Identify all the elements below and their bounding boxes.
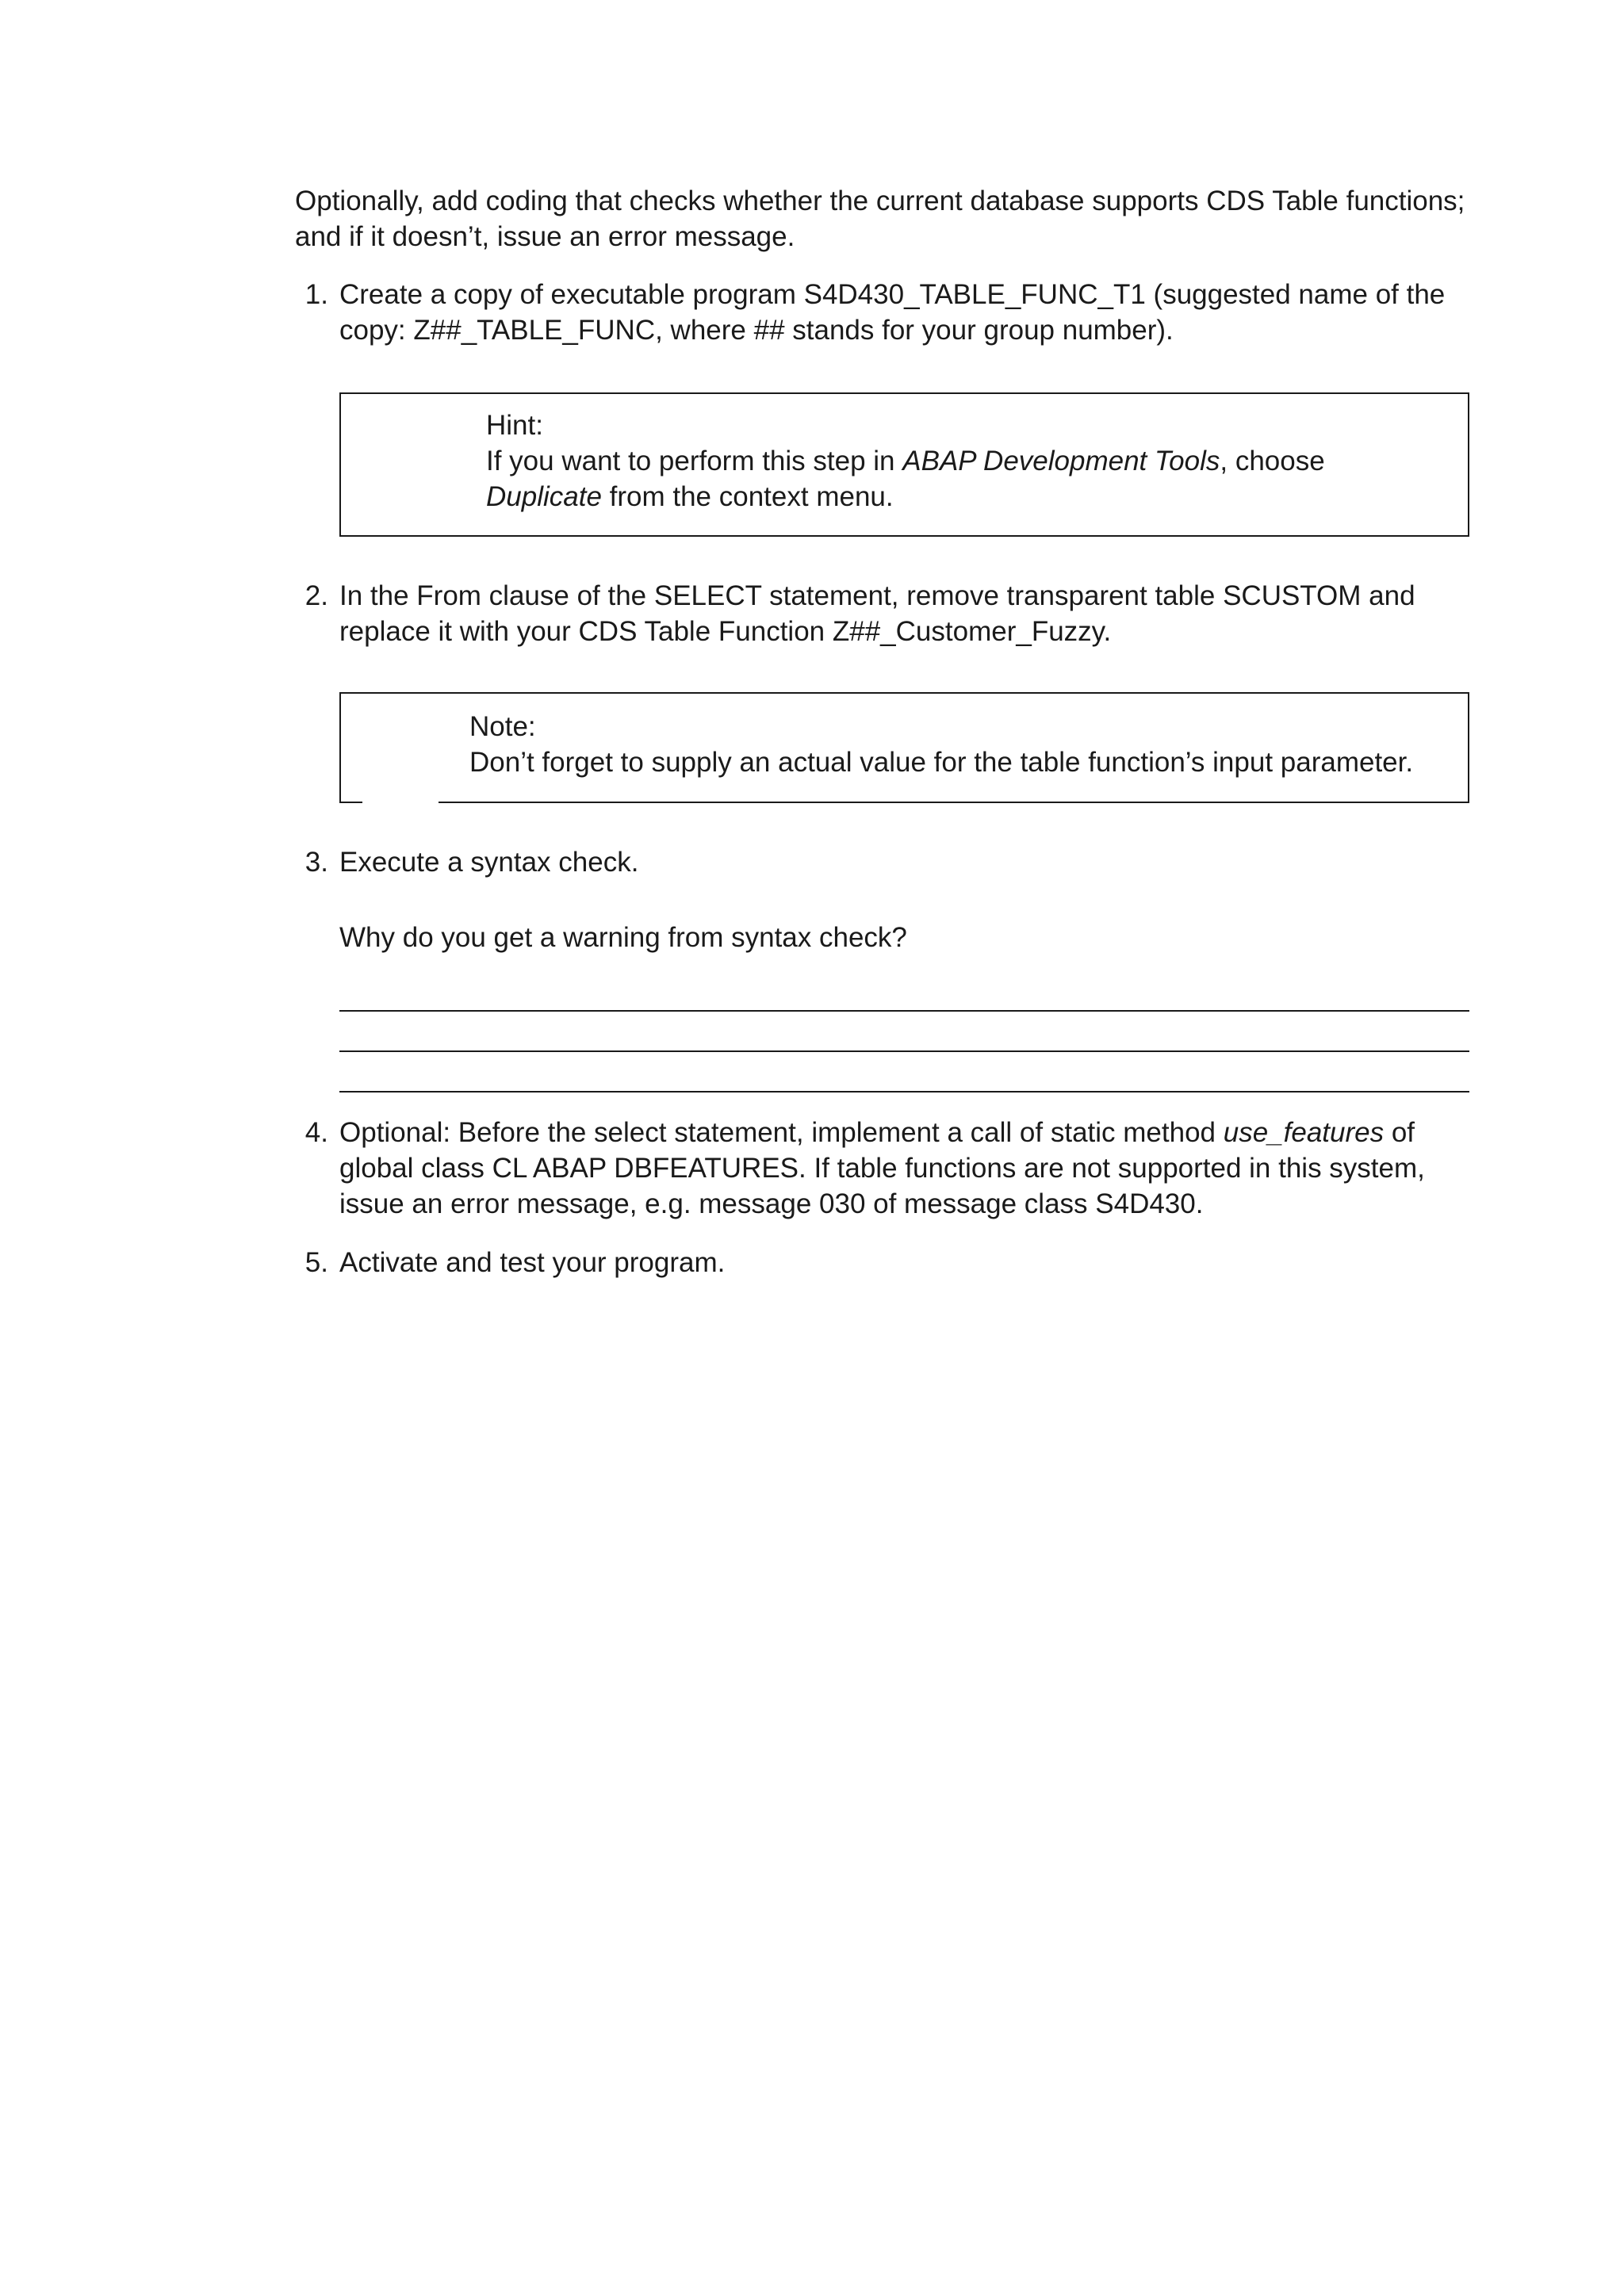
note-label: Note: <box>469 711 536 742</box>
step-1-number: 1. <box>304 279 328 310</box>
answer-line-1 <box>339 1010 1469 1012</box>
answer-line-3 <box>339 1091 1469 1093</box>
hint-text: If you want to perform this step in ABAP Development Tools, choose Duplicate from the context menu. <box>486 446 1325 512</box>
note-box-border-gap <box>362 798 439 803</box>
answer-line-2 <box>339 1050 1469 1052</box>
hint-adt-italic: ABAP Development Tools <box>902 446 1220 476</box>
step-3-number: 3. <box>304 847 328 878</box>
step-5-text: Activate and test your program. <box>339 1247 726 1278</box>
step-3-text: Execute a syntax check. <box>339 847 639 878</box>
step-2-text: In the From clause of the SELECT statement, remove transparent table SCUSTOM and replace it with your CDS Table Function Z##_Customer_Fuzzy. <box>339 580 1415 647</box>
step-1-text: Create a copy of executable program S4D430_TABLE_FUNC_T1 (suggested name of the copy: Z##_TABLE_FUNC, where ## stands for your group number). <box>339 279 1446 346</box>
hint-label: Hint: <box>486 410 543 441</box>
note-text: Don’t forget to supply an actual value for the table function’s input parameter. <box>469 747 1414 778</box>
note-box <box>339 692 1469 803</box>
hint-box <box>339 392 1469 537</box>
step-4-method-italic: use_features <box>1223 1117 1385 1148</box>
hint-duplicate-italic: Duplicate <box>486 481 602 512</box>
step-3-question: Why do you get a warning from syntax check? <box>339 922 907 953</box>
step-5-number: 5. <box>304 1247 328 1278</box>
step-2-number: 2. <box>304 580 328 611</box>
step-4-number: 4. <box>304 1117 328 1148</box>
intro-paragraph: Optionally, add coding that checks whether the current database supports CDS Table functions; and if it doesn’t, issue an error message. <box>295 186 1465 252</box>
step-4-text: Optional: Before the select statement, implement a call of static method use_features of global class CL ABAP DBFEATURES. If table functions are not supported in this system, issue an error message, e.g. message 030 of message class S4D430. <box>339 1117 1425 1219</box>
